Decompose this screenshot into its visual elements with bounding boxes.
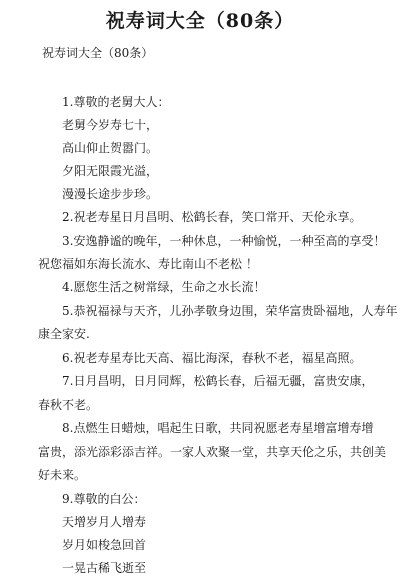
- text-line: 7.日月昌明，日月同辉，松鹤长春，后福无疆，富贵安康，: [62, 374, 374, 388]
- text-line: 天增岁月人增寿: [62, 515, 147, 529]
- text-line: 岁月如梭急回首: [62, 538, 147, 552]
- text-line: 老舅今岁寿七十，: [62, 118, 159, 132]
- document-title: 祝寿词大全（80条）: [105, 10, 295, 32]
- text-line: 春秋不老。: [38, 398, 99, 412]
- text-line: 富贵，添光添彩添吉祥。一家人欢聚一堂，共享天伦之乐，共创美: [38, 445, 387, 459]
- text-line: 康全家安.: [38, 327, 90, 341]
- text-line: 8.点燃生日蜡烛，唱起生日歌，共同祝愿老寿星增富增寿增: [62, 421, 374, 435]
- text-line: 夕阳无限霞光溢，: [62, 164, 159, 178]
- text-line: 一晃古稀飞逝至: [62, 561, 147, 575]
- text-line: 2.祝老寿星日月昌明、松鹤长春，笑口常开、天伦永享。: [62, 210, 362, 224]
- text-line: 6.祝老寿星寿比天高、福比海深，春秋不老，福星高照。: [62, 351, 362, 365]
- text-line: 4.愿您生活之树常绿，生命之水长流！: [62, 280, 266, 294]
- text-line: 5.恭祝福禄与天齐，儿孙孝敬身边围，荣华富贵卧福地，人寿年: [62, 304, 398, 318]
- text-line: 3.安逸静谧的晚年，一种休息，一种愉悦，一种至高的享受！: [62, 234, 386, 248]
- text-line: 9.尊敬的白公：: [62, 492, 146, 506]
- text-line: 漫漫长途步步珍。: [62, 187, 159, 201]
- text-line: 祝您福如东海长流水、寿比南山不老松 ！: [38, 257, 258, 271]
- text-line: 好未来。: [38, 468, 87, 482]
- text-line: 1.尊敬的老舅大人：: [62, 95, 170, 109]
- text-line: 高山仰止贺嚣门。: [62, 141, 159, 155]
- document-subtitle: 祝寿词大全（80条）: [42, 46, 154, 60]
